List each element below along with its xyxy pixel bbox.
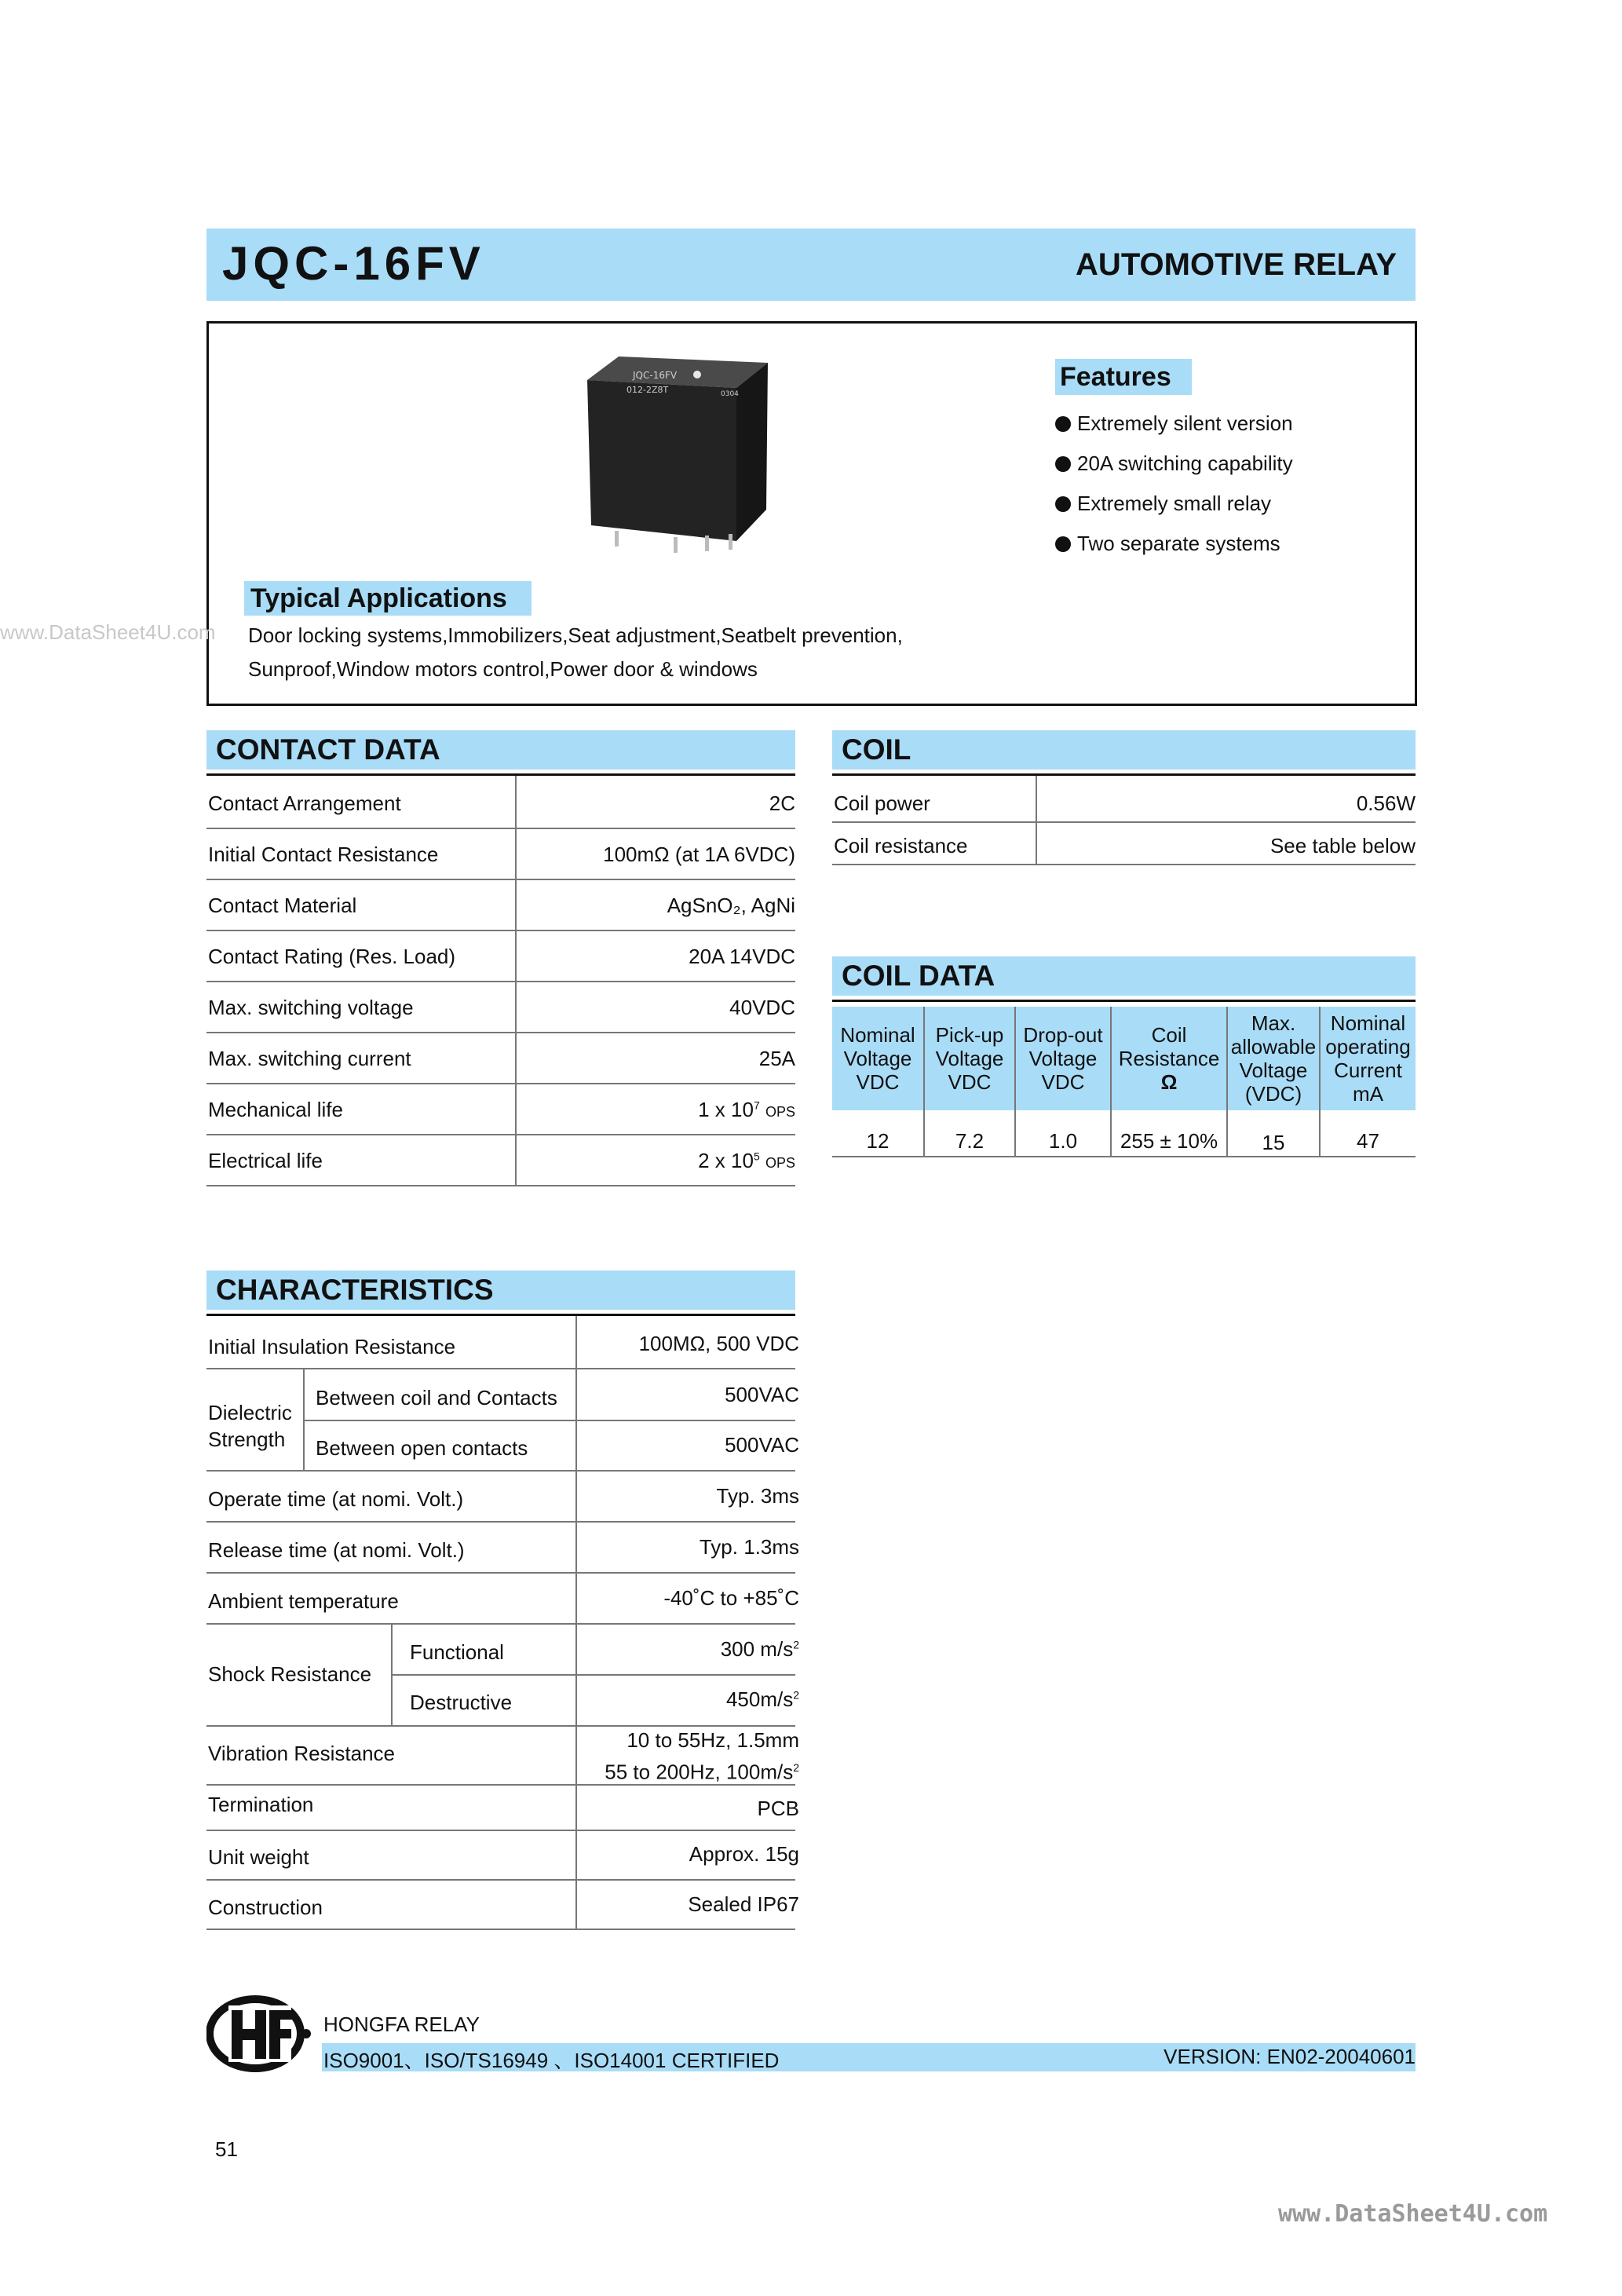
char-label: Vibration Resistance: [208, 1742, 395, 1765]
coil-data-value: 255 ± 10%: [1120, 1129, 1218, 1153]
coil-data-value: 47: [1357, 1129, 1379, 1153]
contact-label: Max. switching current: [208, 1047, 411, 1070]
relay-label-2: 012-2Z8T: [627, 385, 669, 395]
coil-data-header: Max. allowable Voltage (VDC): [1228, 1007, 1319, 1110]
char-sublabel: Functional: [410, 1640, 504, 1664]
contact-value: 1 x $10^7$ OPS: [698, 1098, 795, 1121]
features-title: Features: [1055, 359, 1192, 395]
contact-label: Electrical life: [208, 1149, 323, 1172]
applications-line: Sunproof,Window motors control,Power door & windows: [248, 657, 758, 681]
bullet-icon: [1055, 416, 1071, 432]
coil-label: Coil resistance: [834, 834, 968, 857]
char-label: Release time (at nomi. Volt.): [208, 1538, 465, 1562]
char-sublabel: Between coil and Contacts: [316, 1386, 557, 1409]
contact-value: 40VDC: [729, 996, 795, 1019]
contact-label: Contact Arrangement: [208, 792, 401, 815]
contact-label: Contact Material: [208, 894, 357, 917]
contact-value: 2C: [769, 792, 795, 815]
char-sublabel: Destructive: [410, 1691, 513, 1714]
char-label: Dielectric Strength: [208, 1401, 292, 1451]
coil-value: 0.56W: [1356, 792, 1416, 815]
contact-value: 20A 14VDC: [689, 945, 795, 968]
product-type: AUTOMOTIVE RELAY: [1076, 247, 1397, 282]
coil-title: COIL: [832, 730, 1416, 770]
coil-data-value: 1.0: [1048, 1129, 1078, 1153]
certifications: ISO9001、ISO/TS16949 、ISO14001 CERTIFIED: [323, 2049, 780, 2072]
char-value: Approx. 15g: [689, 1842, 799, 1866]
coil-data-value: 12: [866, 1129, 890, 1153]
model-name: JQC-16FV: [222, 237, 485, 290]
char-value: 500VAC: [725, 1383, 799, 1406]
char-value: 500VAC: [725, 1433, 799, 1457]
relay-photo: [572, 349, 776, 553]
contact-data-title: CONTACT DATA: [206, 730, 795, 770]
char-value: PCB: [757, 1797, 799, 1820]
watermark-link[interactable]: www.DataSheet4U.com: [0, 620, 216, 644]
char-label: Ambient temperature: [208, 1589, 399, 1613]
char-label: Initial Insulation Resistance: [208, 1335, 456, 1358]
applications-line: Door locking systems,Immobilizers,Seat adjustment,Seatbelt prevention,: [248, 623, 903, 647]
bullet-icon: [1055, 456, 1071, 472]
title-bar: [206, 229, 1416, 301]
coil-data-header: Drop-out Voltage VDC: [1016, 1007, 1110, 1110]
coil-data-title: COIL DATA: [832, 956, 1416, 996]
feature-item: Extremely silent version: [1055, 411, 1293, 436]
coil-data-header: Coil Resistance Ω: [1112, 1007, 1226, 1110]
char-label: Termination: [208, 1793, 314, 1816]
feature-item: Extremely small relay: [1055, 492, 1271, 516]
overview-box: [206, 321, 1417, 706]
contact-value: AgSnO₂, AgNi: [667, 894, 795, 917]
feature-item: 20A switching capability: [1055, 452, 1293, 476]
char-label: Operate time (at nomi. Volt.): [208, 1487, 464, 1511]
contact-label: Contact Rating (Res. Load): [208, 945, 456, 968]
coil-data-header: Pick-up Voltage VDC: [925, 1007, 1014, 1110]
char-value: Typ. 3ms: [716, 1484, 799, 1508]
char-label: Construction: [208, 1896, 323, 1919]
char-value: $450m/s^2$: [725, 1687, 799, 1711]
char-value: -40˚C to +85˚C: [663, 1586, 799, 1610]
coil-label: Coil power: [834, 792, 930, 815]
contact-label: Mechanical life: [208, 1098, 343, 1121]
char-value: Sealed IP67: [688, 1892, 799, 1916]
characteristics-title: CHARACTERISTICS: [206, 1270, 795, 1310]
char-value: Typ. 1.3ms: [699, 1535, 799, 1559]
contact-label: Max. switching voltage: [208, 996, 414, 1019]
applications-title: Typical Applications: [244, 581, 532, 616]
contact-label: Initial Contact Resistance: [208, 843, 439, 866]
contact-value: 100mΩ (at 1A 6VDC): [603, 843, 795, 866]
char-value: 100MΩ, 500 VDC: [638, 1332, 799, 1355]
relay-label-code: 0304: [721, 390, 739, 398]
bullet-icon: [1055, 496, 1071, 512]
contact-value: 2 x $10^5$ OPS: [698, 1149, 795, 1172]
version-label: VERSION: EN02-20040601: [1164, 2045, 1416, 2068]
char-label: Shock Resistance: [208, 1662, 372, 1686]
watermark-link[interactable]: www.DataSheet4U.com: [1278, 2200, 1548, 2228]
char-value: 300 $m/s^2$: [720, 1637, 799, 1661]
page-number: 51: [215, 2137, 238, 2161]
coil-data-header: Nominal operating Current mA: [1321, 1007, 1416, 1110]
relay-label-1: JQC-16FV: [633, 370, 678, 381]
coil-data-value: 15: [1262, 1131, 1285, 1154]
feature-item: Two separate systems: [1055, 532, 1280, 556]
hongfa-logo-icon: [206, 1994, 312, 2073]
bullet-icon: [1055, 536, 1071, 552]
char-sublabel: Between open contacts: [316, 1436, 528, 1460]
char-value: 10 to 55Hz, 1.5mm 55 to 200Hz, $100m/s^2$: [605, 1728, 799, 1784]
coil-value: See table below: [1269, 834, 1416, 857]
coil-data-header: Nominal Voltage VDC: [832, 1007, 923, 1110]
company-name: HONGFA RELAY: [323, 2013, 480, 2036]
char-label: Unit weight: [208, 1845, 309, 1869]
coil-data-value: 7.2: [955, 1129, 985, 1153]
contact-value: 25A: [758, 1047, 795, 1070]
